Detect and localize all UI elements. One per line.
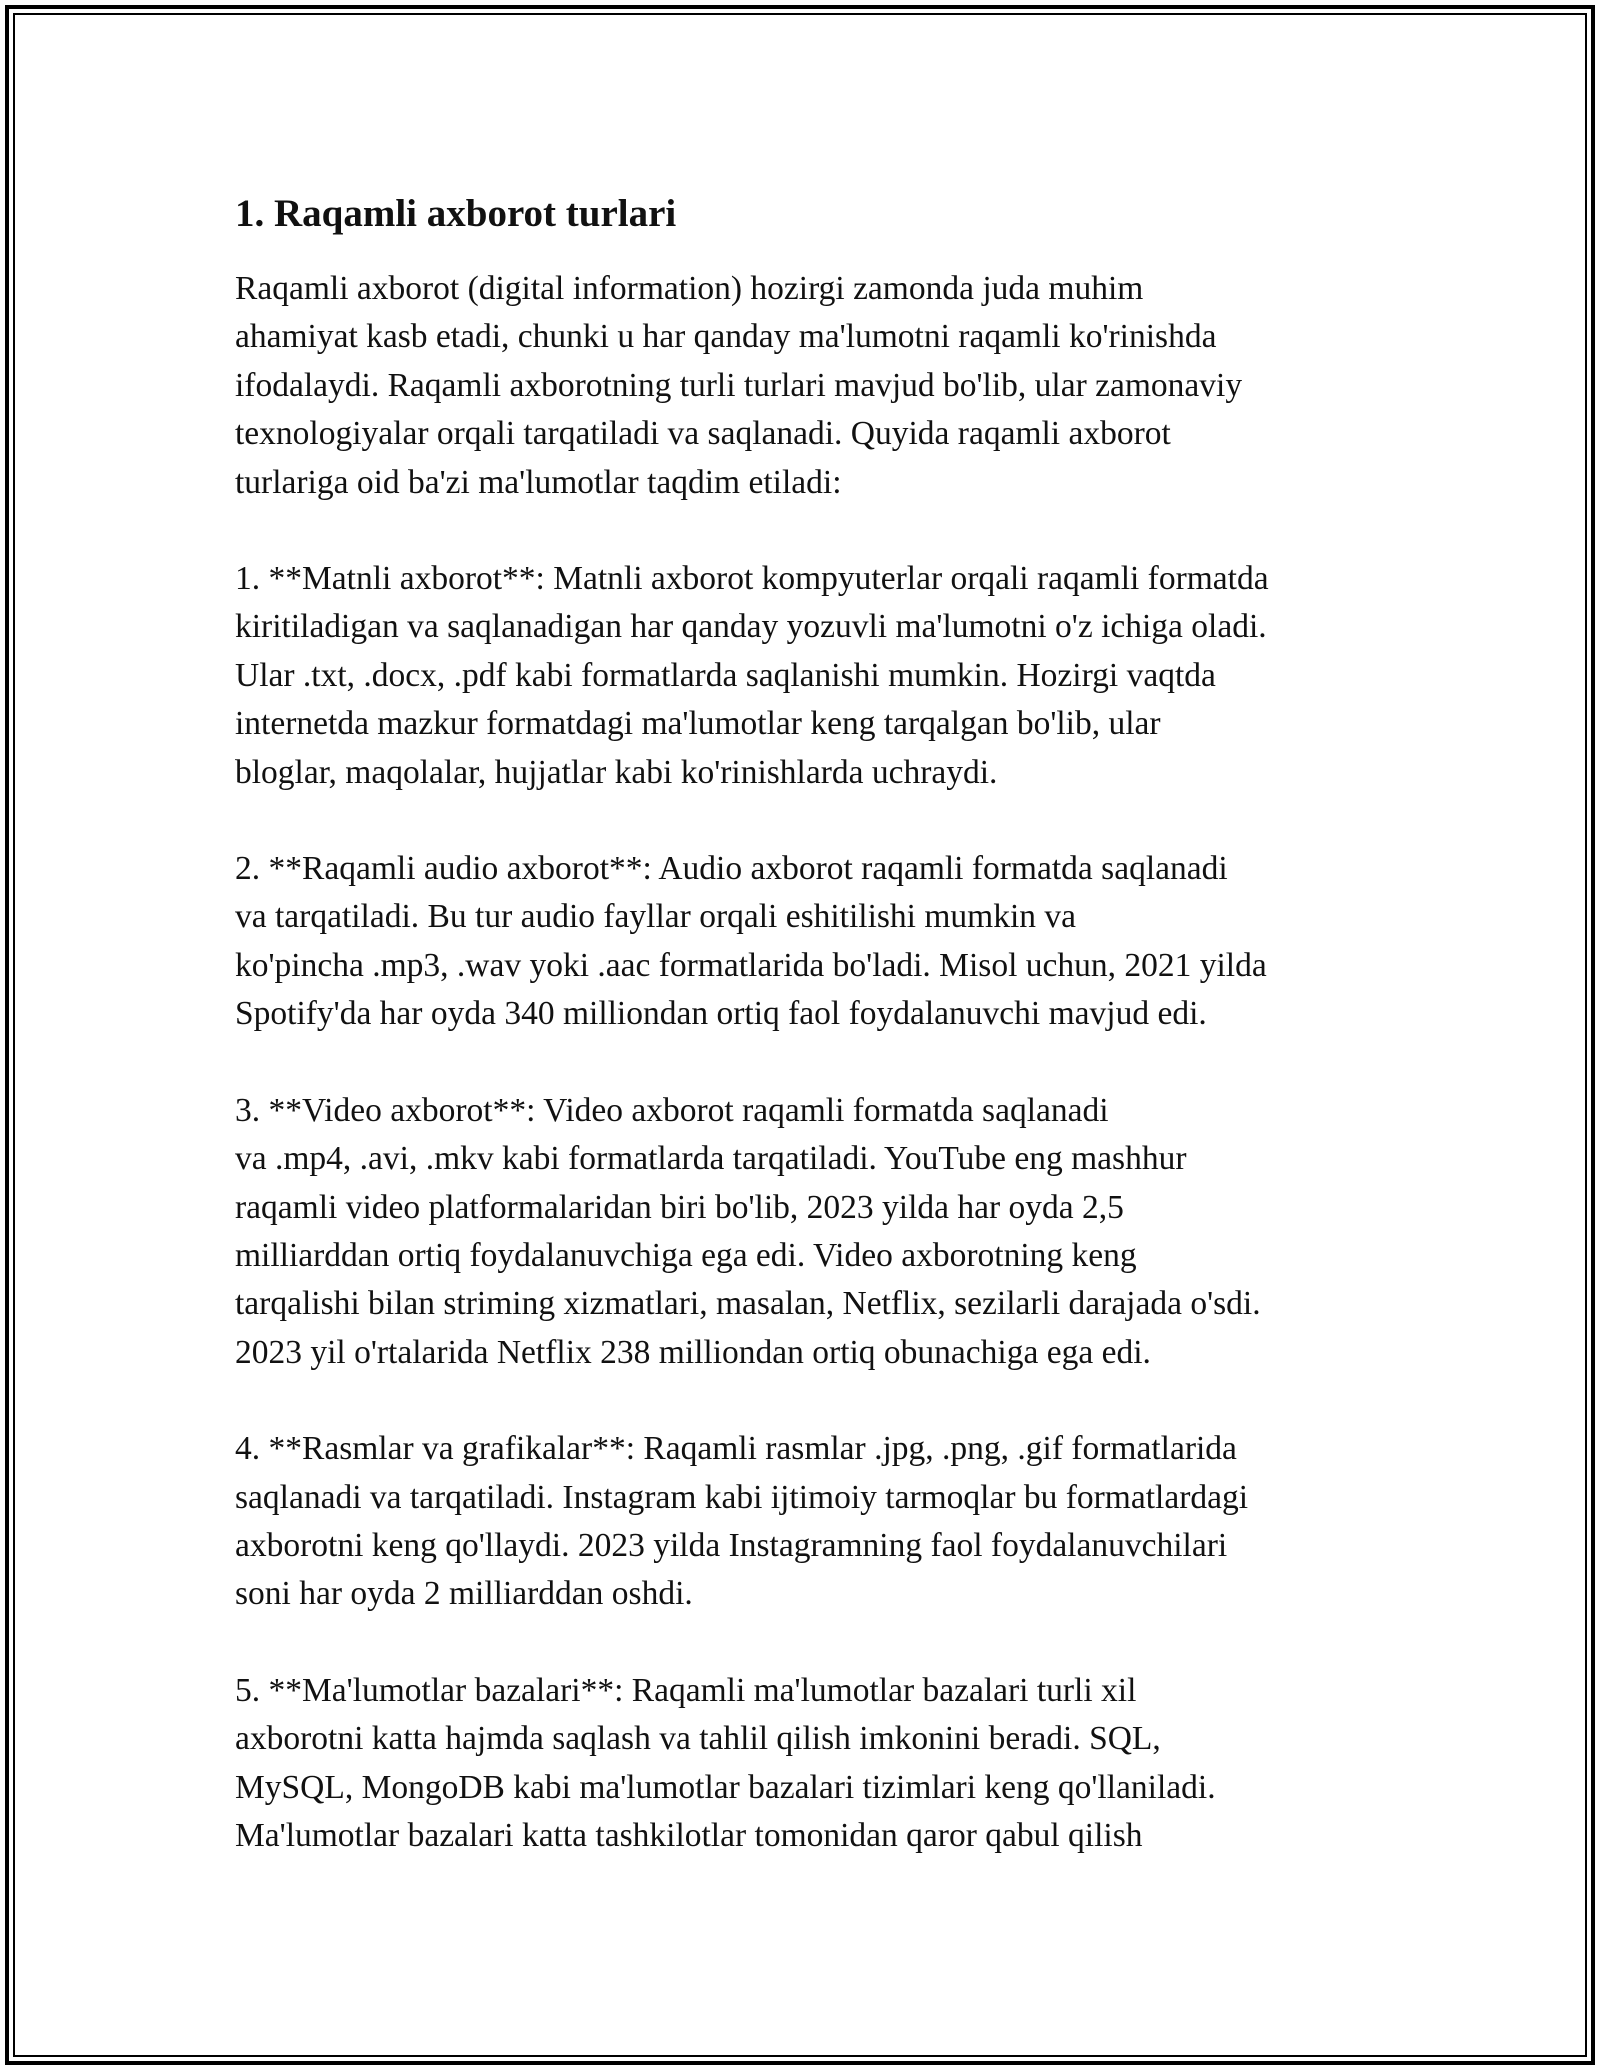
text-line: axborotni katta hajmda saqlash va tahlil qilish imkonini beradi. SQL, (235, 1720, 1161, 1758)
text-line: axborotni keng qo'llaydi. 2023 yilda Instagramning faol foydalanuvchilari (235, 1526, 1228, 1564)
text-line: milliarddan ortiq foydalanuvchiga ega edi. Video axborotning keng (235, 1236, 1137, 1274)
text-line: ifodalaydi. Raqamli axborotning turli turlari mavjud bo'lib, ular zamonaviy (235, 366, 1243, 404)
text-line: va .mp4, .avi, .mkv kabi formatlarda tarqatiladi. YouTube eng mashhur (235, 1140, 1187, 1178)
text-line: soni har oyda 2 milliarddan oshdi. (235, 1575, 693, 1613)
databases-paragraph (235, 1667, 1375, 1861)
text-line: Spotify'da har oyda 340 milliondan ortiq faol foydalanuvchi mavjud edi. (235, 995, 1207, 1033)
text-line: 1. **Matnli axborot**: Matnli axborot kompyuterlar orqali raqamli formatda (235, 560, 1269, 598)
text-line: 5. **Ma'lumotlar bazalari**: Raqamli ma'lumotlar bazalari turli xil (235, 1671, 1137, 1709)
audio-axborot-paragraph (235, 845, 1375, 1039)
text-line: Ular .txt, .docx, .pdf kabi formatlarda saqlanishi mumkin. Hozirgi vaqtda (235, 656, 1216, 694)
text-line: kiritiladigan va saqlanadigan har qanday yozuvli ma'lumotni o'z ichiga oladi. (235, 608, 1267, 646)
text-line: 3. **Video axborot**: Video axborot raqamli formatda saqlanadi (235, 1091, 1109, 1129)
section-heading: 1. Raqamli axborot turlari (235, 192, 677, 235)
text-line: ahamiyat kasb etadi, chunki u har qanday ma'lumotni raqamli ko'rinishda (235, 318, 1217, 356)
text-line: Raqamli axborot (digital information) hozirgi zamonda juda muhim (235, 270, 1144, 307)
text-line: turlariga oid ba'zi ma'lumotlar taqdim etiladi: (235, 463, 842, 501)
text-axborot-paragraph (235, 555, 1375, 797)
text-line: raqamli video platformalaridan biri bo'lib, 2023 yilda har oyda 2,5 (235, 1188, 1124, 1226)
document-body (235, 188, 1375, 1860)
text-line: tarqalishi bilan striming xizmatlari, masalan, Netflix, sezilarli darajada o'sdi. (235, 1285, 1261, 1323)
text-line: Ma'lumotlar bazalari katta tashkilotlar tomonidan qaror qabul qilish (235, 1816, 1143, 1854)
text-line: va tarqatiladi. Bu tur audio fayllar orqali eshitilishi mumkin va (235, 898, 1077, 936)
text-line: texnologiyalar orqali tarqatiladi va saqlanadi. Quyida raqamli axborot (235, 415, 1171, 453)
text-line: ko'pincha .mp3, .wav yoki .aac formatlarida bo'ladi. Misol uchun, 2021 yilda (235, 946, 1267, 984)
text-line: 4. **Rasmlar va grafikalar**: Raqamli rasmlar .jpg, .png, .gif formatlarida (235, 1430, 1237, 1468)
text-line: saqlanadi va tarqatiladi. Instagram kabi ijtimoiy tarmoqlar bu formatlardagi (235, 1478, 1249, 1516)
text-line: internetda mazkur formatdagi ma'lumotlar keng tarqalgan bo'lib, ular (235, 705, 1161, 743)
text-line: 2023 yil o'rtalarida Netflix 238 milliondan ortiq obunachiga ega edi. (235, 1333, 1151, 1371)
text-line: 2. **Raqamli audio axborot**: Audio axborot raqamli formatda saqlanadi (235, 850, 1228, 888)
text-line: MySQL, MongoDB kabi ma'lumotlar bazalari tizimlari keng qo'llaniladi. (235, 1768, 1216, 1806)
intro-paragraph (235, 265, 1375, 507)
text-line: bloglar, maqolalar, hujjatlar kabi ko'rinishlarda uchraydi. (235, 753, 998, 791)
video-axborot-paragraph (235, 1087, 1375, 1377)
images-graphics-paragraph (235, 1425, 1375, 1619)
